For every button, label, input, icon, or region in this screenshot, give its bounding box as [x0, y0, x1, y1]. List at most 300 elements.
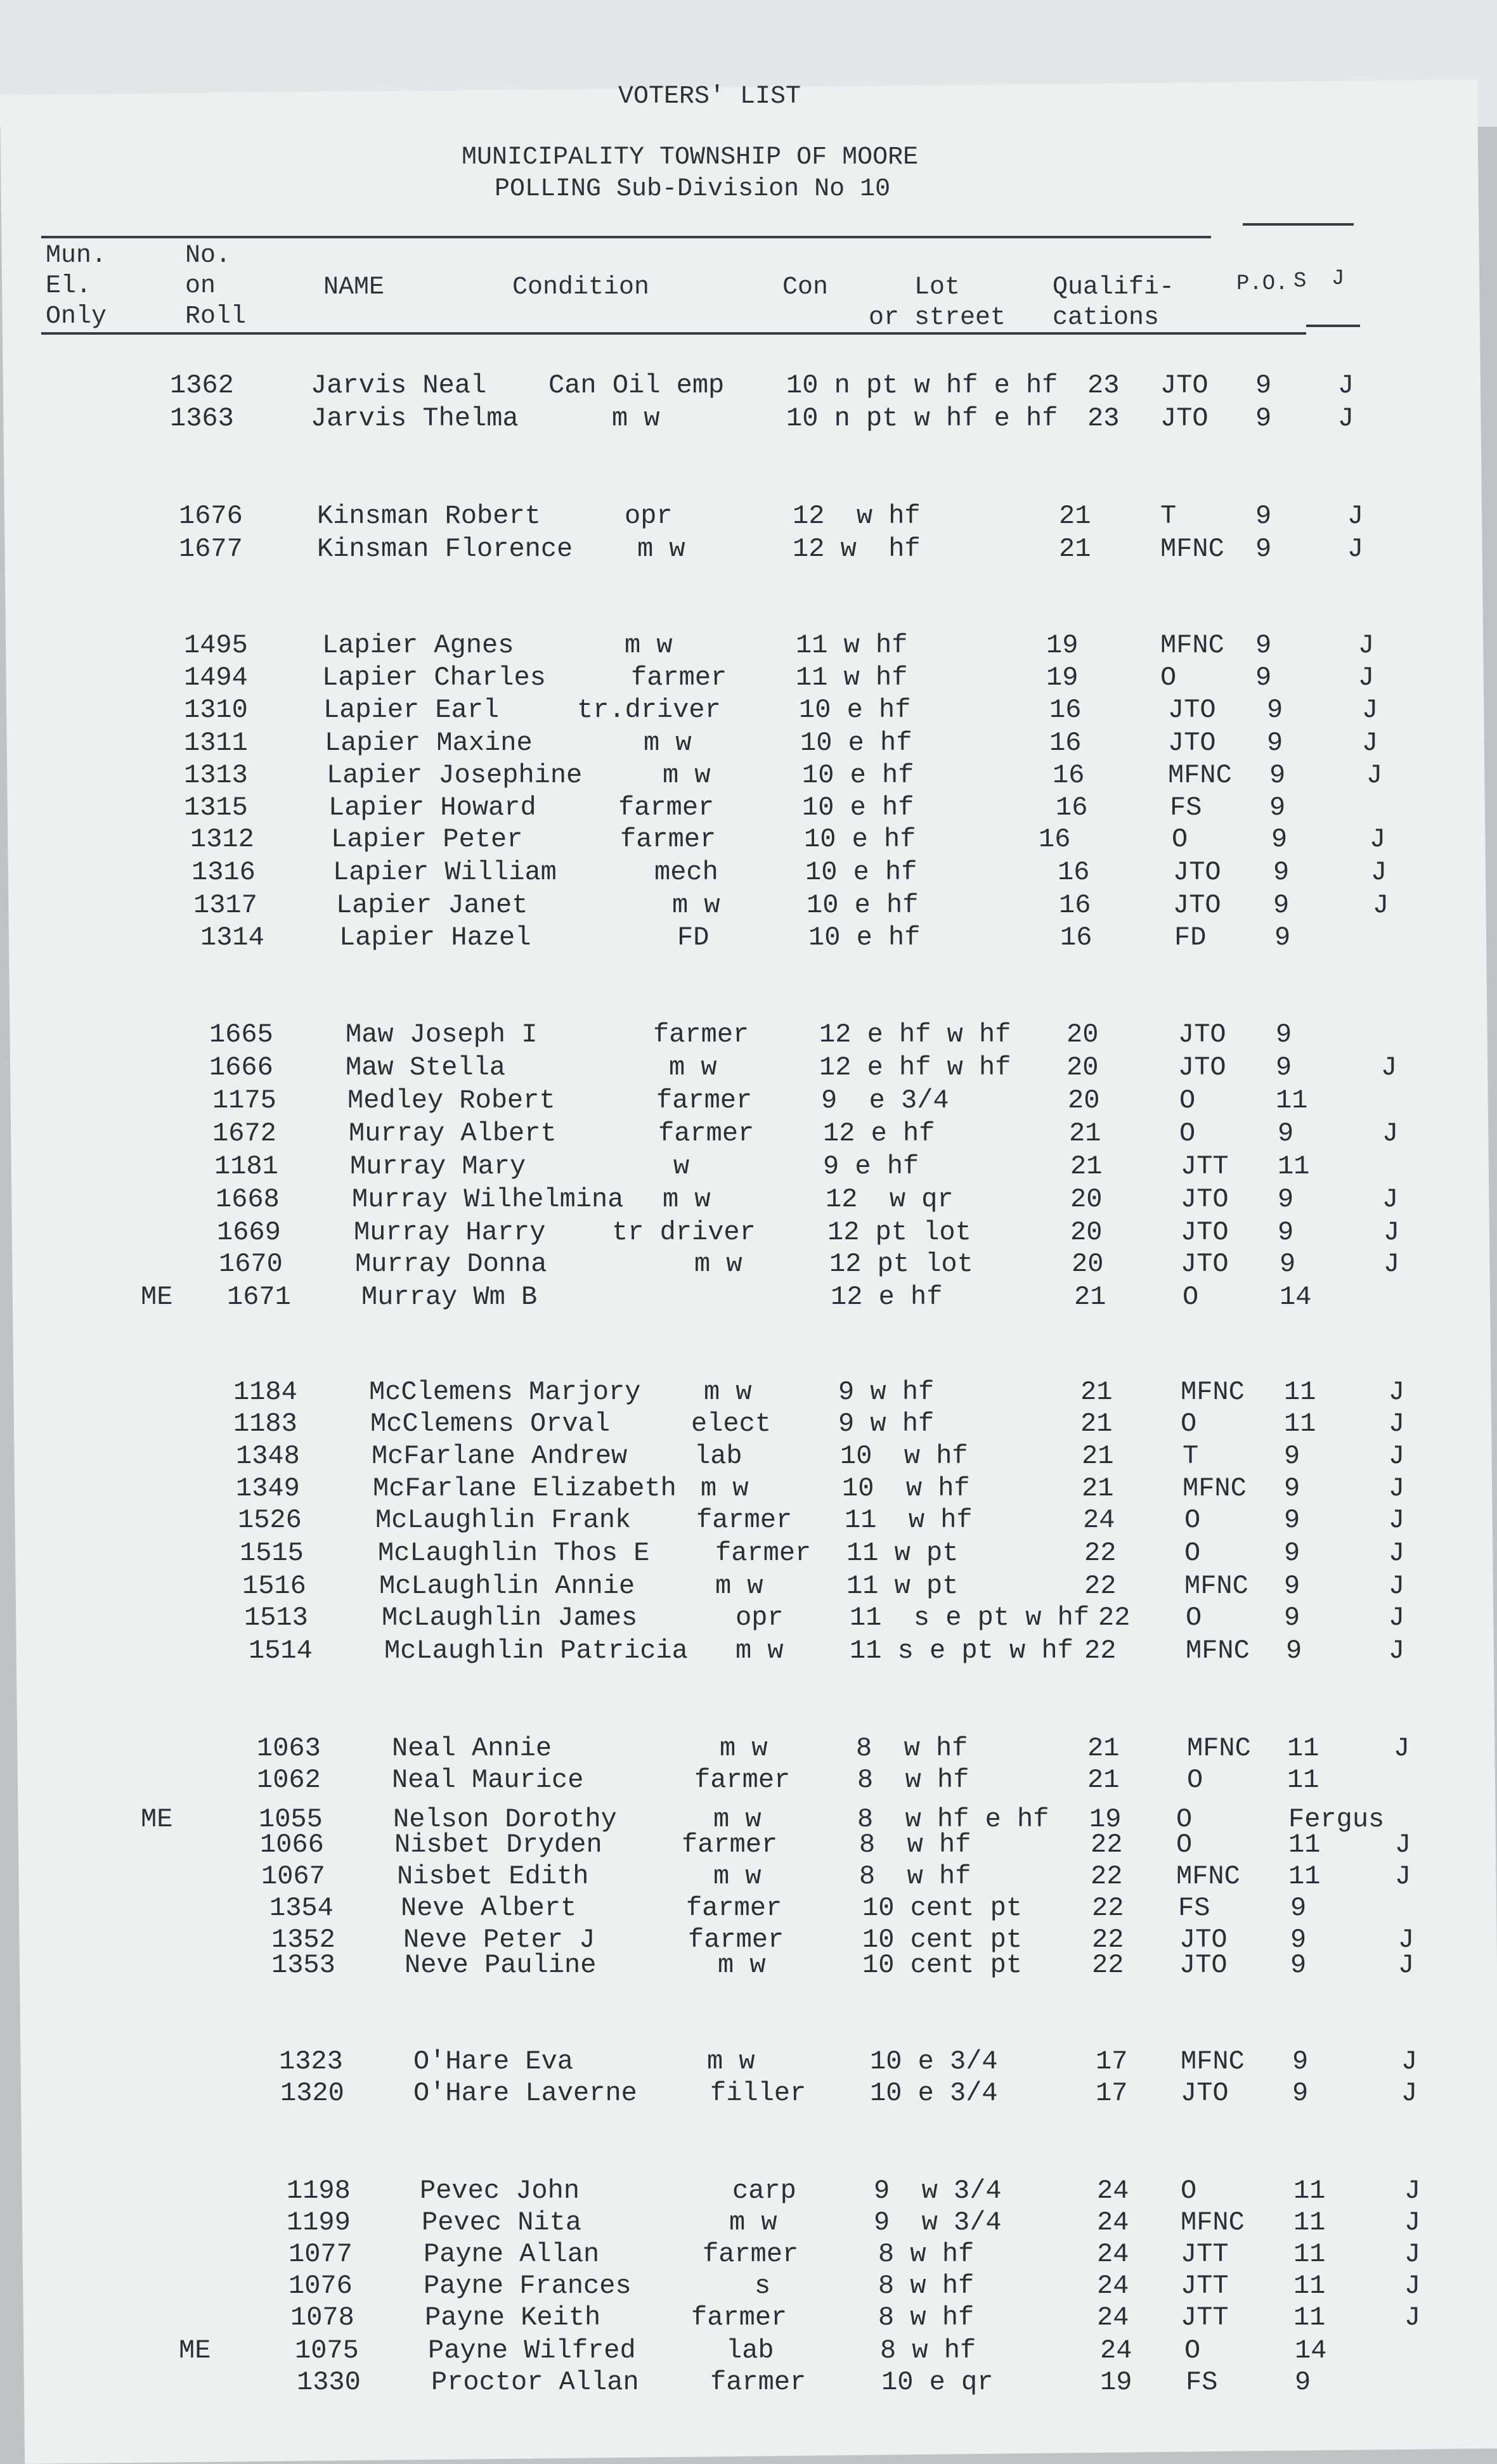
- voter-qualification: JTO: [1178, 1019, 1226, 1050]
- roll-number: 1363: [170, 403, 234, 434]
- voter-j: J: [1338, 403, 1354, 434]
- voter-po: 9: [1267, 695, 1283, 725]
- voter-condition: m w: [707, 2046, 755, 2077]
- voter-po: 9: [1284, 1473, 1300, 1504]
- voter-condition: w: [673, 1151, 690, 1182]
- voter-j: J: [1404, 2207, 1421, 2238]
- voter-qualification: O: [1176, 1829, 1193, 1860]
- voter-condition: m w: [704, 1377, 752, 1407]
- voter-name: Maw Stella: [346, 1052, 506, 1083]
- table-row: [0, 792, 1497, 825]
- voter-lot: 10 w hf: [842, 1473, 970, 1504]
- table-row: [0, 370, 1497, 403]
- voter-condition: tr.driver: [577, 695, 721, 725]
- voter-condition: m w: [715, 1571, 763, 1601]
- voter-po: 9: [1290, 1950, 1307, 1980]
- voter-condition: m w: [663, 760, 711, 790]
- header-rule-bottom-right: [1306, 325, 1360, 327]
- voter-qualification: JTT: [1181, 2271, 1229, 2301]
- voter-lot-no: 21: [1059, 501, 1091, 531]
- voter-po: 9: [1284, 1441, 1300, 1471]
- voter-lot: 10 e hf: [802, 760, 914, 790]
- voter-name: Jarvis Thelma: [311, 403, 519, 434]
- roll-number: 1362: [170, 370, 234, 401]
- voter-lot-no: 16: [1058, 857, 1090, 887]
- roll-number: 1515: [240, 1538, 304, 1568]
- roll-number: 1495: [184, 630, 248, 661]
- voter-lot-no: 21: [1069, 1118, 1101, 1149]
- voter-lot-no: 22: [1092, 1893, 1124, 1923]
- roll-number: 1077: [288, 2239, 353, 2269]
- voter-name: Payne Wilfred: [428, 2335, 636, 2366]
- table-row: [0, 1118, 1497, 1151]
- voter-lot: 12 e hf: [831, 1282, 943, 1312]
- voter-condition: farmer: [696, 1505, 793, 1535]
- voter-condition: farmer: [691, 2302, 787, 2333]
- header-j: J: [1332, 267, 1345, 291]
- roll-number: 1076: [288, 2271, 353, 2301]
- header-rule-top: [41, 236, 1211, 238]
- document-title: VOTERS' LIST: [618, 82, 801, 111]
- voter-po: 14: [1280, 1282, 1312, 1312]
- voter-condition: farmer: [703, 2239, 799, 2269]
- voter-lot-no: 20: [1072, 1249, 1104, 1279]
- header-condition: Condition: [512, 273, 650, 302]
- voter-lot-no: 22: [1091, 1829, 1123, 1860]
- voter-qualification: MFNC: [1168, 760, 1232, 790]
- voter-j: J: [1389, 1603, 1405, 1633]
- roll-number: 1671: [227, 1282, 291, 1312]
- voter-lot-no: 20: [1066, 1052, 1099, 1083]
- voter-name: Murray Wilhelmina: [352, 1184, 624, 1215]
- voter-name: Pevec John: [420, 2176, 580, 2206]
- voter-lot-no: 21: [1074, 1282, 1106, 1312]
- voter-lot-no: 24: [1097, 2302, 1129, 2333]
- table-row: [0, 695, 1497, 727]
- voter-name: Lapier Maxine: [325, 728, 533, 758]
- voter-name: Lapier Josephine: [327, 760, 583, 790]
- voter-j: J: [1382, 1184, 1399, 1215]
- voter-po: 9: [1269, 792, 1286, 823]
- voter-lot: 10 cent pt: [862, 1950, 1023, 1980]
- voter-name: Lapier Agnes: [322, 630, 514, 661]
- voter-po: 11: [1278, 1151, 1310, 1182]
- voter-lot-no: 23: [1087, 403, 1120, 434]
- header-mun-el-only: Mun. El. Only: [46, 242, 107, 331]
- voter-condition: m w: [713, 1804, 761, 1835]
- roll-number: 1311: [184, 728, 248, 758]
- voter-qualification: MFNC: [1181, 1377, 1245, 1407]
- roll-number: 1078: [290, 2302, 354, 2333]
- roll-number: 1323: [279, 2046, 343, 2077]
- voter-condition: m w: [701, 1473, 749, 1504]
- voter-j: J: [1404, 2302, 1421, 2333]
- roll-number: 1665: [209, 1019, 273, 1050]
- voter-lot: 11 s e pt w hf: [850, 1603, 1090, 1633]
- header-con: Con: [782, 273, 829, 302]
- voter-qualification: JTT: [1181, 2239, 1229, 2269]
- voter-j: J: [1404, 2271, 1421, 2301]
- voter-lot: 10 e hf: [808, 922, 921, 953]
- voter-lot: 8 w hf: [878, 2239, 975, 2269]
- table-row: [0, 1184, 1497, 1216]
- table-row: [0, 1085, 1497, 1118]
- voter-lot: 10 e 3/4: [870, 2046, 998, 2077]
- voter-lot: 10 e qr: [881, 2367, 994, 2397]
- voter-name: O'Hare Eva: [413, 2046, 574, 2077]
- voter-qualification: O: [1160, 662, 1177, 693]
- table-row: [0, 1603, 1497, 1635]
- voter-name: Nisbet Edith: [397, 1861, 589, 1892]
- header-rule-bottom: [41, 332, 1306, 335]
- roll-number: 1316: [191, 857, 256, 887]
- voter-j: J: [1382, 1118, 1399, 1149]
- voter-name: Pevec Nita: [422, 2207, 582, 2238]
- table-row: [0, 1538, 1497, 1570]
- voter-lot: 12 e hf w hf: [819, 1052, 1011, 1083]
- voter-po: 9: [1278, 1184, 1294, 1215]
- voter-name: Nisbet Dryden: [394, 1829, 602, 1860]
- roll-number: 1062: [257, 1765, 321, 1795]
- voter-condition: FD: [677, 922, 710, 953]
- voter-po: 9: [1284, 1505, 1300, 1535]
- voter-lot: 11 w hf: [796, 630, 908, 661]
- header-po: P.O.: [1236, 272, 1288, 296]
- voter-po: 9: [1276, 1052, 1292, 1083]
- roll-number: 1354: [269, 1893, 334, 1923]
- voter-j: J: [1389, 1505, 1405, 1535]
- voter-qualification: O: [1183, 1282, 1199, 1312]
- roll-number: 1067: [261, 1861, 325, 1892]
- voter-qualification: O: [1179, 1118, 1196, 1149]
- voter-po: Fergus: [1288, 1804, 1385, 1835]
- voter-name: Medley Robert: [347, 1085, 555, 1116]
- voter-condition: farmer: [618, 792, 715, 823]
- voter-name: McFarlane Andrew: [372, 1441, 628, 1471]
- voter-j: J: [1404, 2239, 1421, 2269]
- voter-lot-no: 19: [1046, 630, 1079, 661]
- voter-name: McLaughlin Thos E: [378, 1538, 650, 1568]
- voter-lot-no: 21: [1070, 1151, 1103, 1182]
- voter-j: J: [1389, 1409, 1405, 1439]
- voter-lot: 10 w hf: [840, 1441, 968, 1471]
- voter-name: Nelson Dorothy: [393, 1804, 617, 1835]
- voter-qualification: O: [1176, 1804, 1193, 1835]
- voter-name: Lapier Peter: [331, 824, 523, 855]
- voter-condition: tr driver: [612, 1217, 756, 1248]
- voter-po: 11: [1293, 2271, 1326, 2301]
- table-row: [0, 890, 1497, 922]
- voter-po: 9: [1273, 890, 1290, 920]
- roll-number: 1526: [238, 1505, 302, 1535]
- voter-lot: 8 w hf: [878, 2271, 975, 2301]
- voter-po: 11: [1293, 2207, 1326, 2238]
- voter-condition: m w: [718, 1950, 766, 1980]
- voter-qualification: JTO: [1181, 1217, 1229, 1248]
- voter-lot: 8 w hf: [856, 1733, 968, 1764]
- roll-number: 1314: [200, 922, 264, 953]
- voter-name: Lapier Howard: [328, 792, 536, 823]
- voter-name: Payne Allan: [424, 2239, 600, 2269]
- voter-lot-no: 19: [1046, 662, 1079, 693]
- voter-condition: carp: [732, 2176, 796, 2206]
- voter-qualification: T: [1160, 501, 1177, 531]
- voter-condition: farmer: [715, 1538, 812, 1568]
- header-qualifications: Qualifi- cations: [1053, 273, 1175, 332]
- roll-number: 1513: [244, 1603, 308, 1633]
- roll-number: 1514: [249, 1635, 313, 1666]
- voter-lot-no: 17: [1096, 2046, 1128, 2077]
- voter-po: 9: [1295, 2367, 1311, 2397]
- voter-qualification: JTO: [1168, 695, 1216, 725]
- voter-condition: farmer: [686, 1893, 782, 1923]
- voter-condition: farmer: [656, 1085, 753, 1116]
- voter-name: Lapier Janet: [336, 890, 528, 920]
- voter-j: J: [1381, 1052, 1397, 1083]
- voter-lot-no: 21: [1080, 1409, 1113, 1439]
- roll-number: 1677: [179, 534, 243, 564]
- voter-qualification: JTO: [1160, 370, 1209, 401]
- voter-name: Murray Harry: [354, 1217, 546, 1248]
- voter-qualification: JTO: [1178, 1052, 1226, 1083]
- voter-lot: 10 e hf: [805, 857, 917, 887]
- voter-lot: 10 e hf: [802, 792, 914, 823]
- voter-lot: 12 pt lot: [829, 1249, 973, 1279]
- voter-condition: Can Oil emp: [548, 370, 725, 401]
- voter-lot: 11 w pt: [846, 1538, 959, 1568]
- voter-name: Neal Maurice: [392, 1765, 584, 1795]
- table-row: [0, 403, 1497, 435]
- voter-name: Payne Keith: [425, 2302, 601, 2333]
- table-row: [0, 760, 1497, 792]
- voter-po: 9: [1292, 2078, 1309, 2108]
- voter-lot: 11 w pt: [846, 1571, 959, 1601]
- voter-lot: 10 e hf: [799, 695, 911, 725]
- voter-po: 9: [1290, 1893, 1307, 1923]
- voter-j: J: [1358, 630, 1375, 661]
- voter-po: 11: [1288, 1829, 1321, 1860]
- voter-condition: elect: [691, 1409, 772, 1439]
- roll-number: 1175: [212, 1085, 276, 1116]
- voter-lot: 10 e 3/4: [870, 2078, 998, 2108]
- voter-lot: 9 e 3/4: [821, 1085, 949, 1116]
- voter-qualification: O: [1181, 1409, 1197, 1439]
- voter-name: Kinsman Florence: [317, 534, 573, 564]
- voter-lot: 8 w hf: [859, 1829, 971, 1860]
- voter-qualification: O: [1187, 1765, 1203, 1795]
- voter-po: 9: [1267, 728, 1283, 758]
- voter-qualification: JTO: [1173, 890, 1221, 920]
- voter-j: J: [1362, 728, 1378, 758]
- voter-lot-no: 21: [1082, 1441, 1114, 1471]
- voter-lot: 10 n pt w hf e hf: [786, 370, 1058, 401]
- table-row: [0, 1217, 1497, 1249]
- table-row: [0, 2367, 1497, 2399]
- voter-j: J: [1370, 824, 1386, 855]
- voter-po: 9: [1255, 534, 1272, 564]
- voter-qualification: O: [1179, 1085, 1196, 1116]
- roll-number: 1183: [233, 1409, 297, 1439]
- voter-po: 11: [1293, 2239, 1326, 2269]
- voter-lot: 10 e hf: [804, 824, 916, 855]
- voter-lot-no: 21: [1082, 1473, 1114, 1504]
- roll-number: 1330: [297, 2367, 361, 2397]
- voter-lot-no: 16: [1039, 824, 1071, 855]
- voter-lot-no: 22: [1084, 1571, 1117, 1601]
- voter-lot-no: 21: [1059, 534, 1091, 564]
- roll-number: 1317: [193, 890, 257, 920]
- voter-name: Lapier William: [333, 857, 557, 887]
- voter-name: Payne Frances: [424, 2271, 632, 2301]
- voter-name: Lapier Charles: [322, 662, 546, 693]
- roll-number: 1310: [184, 695, 248, 725]
- voter-lot: 12 w qr: [826, 1184, 954, 1215]
- roll-number: 1075: [295, 2335, 359, 2366]
- voter-condition: m w: [713, 1861, 761, 1892]
- voter-lot: 12 pt lot: [827, 1217, 971, 1248]
- voter-name: Kinsman Robert: [317, 501, 541, 531]
- voter-po: 9: [1255, 501, 1272, 531]
- voter-po: 11: [1287, 1733, 1319, 1764]
- roll-number: 1494: [184, 662, 248, 693]
- voter-qualification: MFNC: [1184, 1571, 1248, 1601]
- voter-name: Neve Pauline: [405, 1950, 597, 1980]
- voter-qualification: JTO: [1168, 728, 1216, 758]
- voter-lot-no: 21: [1087, 1765, 1120, 1795]
- voter-j: J: [1366, 760, 1383, 790]
- voter-lot: 8 w hf: [859, 1861, 971, 1892]
- voter-lot-no: 19: [1100, 2367, 1132, 2397]
- roll-number: 1669: [217, 1217, 281, 1248]
- voter-po: 9: [1278, 1217, 1294, 1248]
- roll-number: 1353: [271, 1950, 335, 1980]
- voter-lot-no: 21: [1080, 1377, 1113, 1407]
- voter-name: Maw Joseph I: [346, 1019, 538, 1050]
- voter-lot: 10 cent pt: [862, 1925, 1023, 1955]
- roll-number: 1055: [259, 1804, 323, 1835]
- voter-qualification: O: [1186, 1603, 1202, 1633]
- roll-number: 1670: [219, 1249, 283, 1279]
- voter-qualification: O: [1184, 1538, 1201, 1568]
- voter-qualification: O: [1184, 2335, 1201, 2366]
- voter-lot-no: 20: [1066, 1019, 1099, 1050]
- voter-po: 9: [1276, 1019, 1292, 1050]
- table-row: [0, 1377, 1497, 1409]
- header-rule-top-right: [1243, 223, 1354, 226]
- voter-j: J: [1404, 2176, 1421, 2206]
- voter-name: McLaughlin Frank: [375, 1505, 632, 1535]
- table-row: [0, 2335, 1497, 2368]
- voter-lot-no: 16: [1060, 922, 1092, 953]
- roll-number: 1199: [287, 2207, 351, 2238]
- voter-qualification: MFNC: [1181, 2207, 1245, 2238]
- voter-j: J: [1362, 695, 1378, 725]
- table-row: [0, 728, 1497, 760]
- voter-lot-no: 16: [1049, 695, 1082, 725]
- voter-qualification: MFNC: [1160, 534, 1224, 564]
- roll-number: 1676: [179, 501, 243, 531]
- voter-po: 11: [1287, 1765, 1319, 1795]
- voter-lot: 9 w 3/4: [874, 2207, 1002, 2238]
- voter-lot-no: 16: [1049, 728, 1082, 758]
- voter-lot-no: 16: [1056, 792, 1088, 823]
- voter-lot: 12 e hf w hf: [819, 1019, 1011, 1050]
- voter-po: 9: [1255, 662, 1272, 693]
- voter-name: McClemens Marjory: [369, 1377, 641, 1407]
- voter-qualification: JTO: [1179, 1950, 1228, 1980]
- voter-lot: 12 w hf: [793, 534, 921, 564]
- table-row: [0, 1282, 1497, 1314]
- voter-po: 11: [1284, 1377, 1316, 1407]
- table-row: [0, 824, 1497, 856]
- voter-lot: 9 w hf: [838, 1409, 935, 1439]
- voter-po: 9: [1284, 1571, 1300, 1601]
- table-row: [0, 1733, 1497, 1765]
- table-row: [0, 1473, 1497, 1506]
- voter-qualification: JTO: [1173, 857, 1221, 887]
- voter-j: J: [1371, 857, 1387, 887]
- voter-condition: m w: [694, 1249, 742, 1279]
- voter-lot: 12 e hf: [823, 1118, 935, 1149]
- table-row: [0, 2078, 1497, 2110]
- voter-po: 9: [1269, 760, 1286, 790]
- voter-name: O'Hare Laverne: [413, 2078, 637, 2108]
- voter-name: McFarlane Elizabeth: [373, 1473, 677, 1504]
- roll-number: 1184: [233, 1377, 297, 1407]
- roll-number: 1516: [242, 1571, 306, 1601]
- voter-j: J: [1395, 1829, 1411, 1860]
- roll-number: 1313: [184, 760, 248, 790]
- voter-qualification: JTO: [1179, 1925, 1228, 1955]
- voter-name: Jarvis Neal: [311, 370, 487, 401]
- voter-j: J: [1398, 1950, 1415, 1980]
- voter-j: J: [1389, 1473, 1405, 1504]
- voter-name: McLaughlin Patricia: [384, 1635, 688, 1666]
- voter-j: J: [1389, 1441, 1405, 1471]
- roll-number: 1181: [214, 1151, 278, 1182]
- voter-lot-no: 16: [1053, 760, 1085, 790]
- voter-qualification: O: [1181, 2176, 1197, 2206]
- voter-condition: m w: [729, 2207, 777, 2238]
- voter-lot-no: 22: [1084, 1538, 1117, 1568]
- voter-po: 11: [1293, 2302, 1326, 2333]
- voter-po: 9: [1284, 1603, 1300, 1633]
- voter-po: 9: [1280, 1249, 1296, 1279]
- voter-po: 11: [1276, 1085, 1308, 1116]
- roll-number: 1672: [212, 1118, 276, 1149]
- voter-po: 9: [1290, 1925, 1307, 1955]
- roll-number: 1066: [260, 1829, 324, 1860]
- table-row: [0, 922, 1497, 955]
- roll-number: 1315: [184, 792, 248, 823]
- voter-condition: m w: [644, 728, 692, 758]
- voter-lot: 10 cent pt: [862, 1893, 1023, 1923]
- table-row: [0, 1151, 1497, 1184]
- header-s: S: [1293, 269, 1307, 293]
- voter-j: J: [1384, 1217, 1400, 1248]
- voter-lot-no: 21: [1087, 1733, 1120, 1764]
- voter-j: J: [1401, 2078, 1418, 2108]
- voter-lot: 11 s e pt w hf: [850, 1635, 1073, 1666]
- voter-lot-no: 23: [1087, 370, 1120, 401]
- voter-condition: m w: [669, 1052, 717, 1083]
- voter-name: McLaughlin James: [382, 1603, 638, 1633]
- voter-condition: farmer: [688, 1925, 784, 1955]
- voter-lot-no: 24: [1100, 2335, 1132, 2366]
- voter-po: 9: [1278, 1118, 1294, 1149]
- voter-po: 11: [1284, 1409, 1316, 1439]
- voter-po: 9: [1271, 824, 1288, 855]
